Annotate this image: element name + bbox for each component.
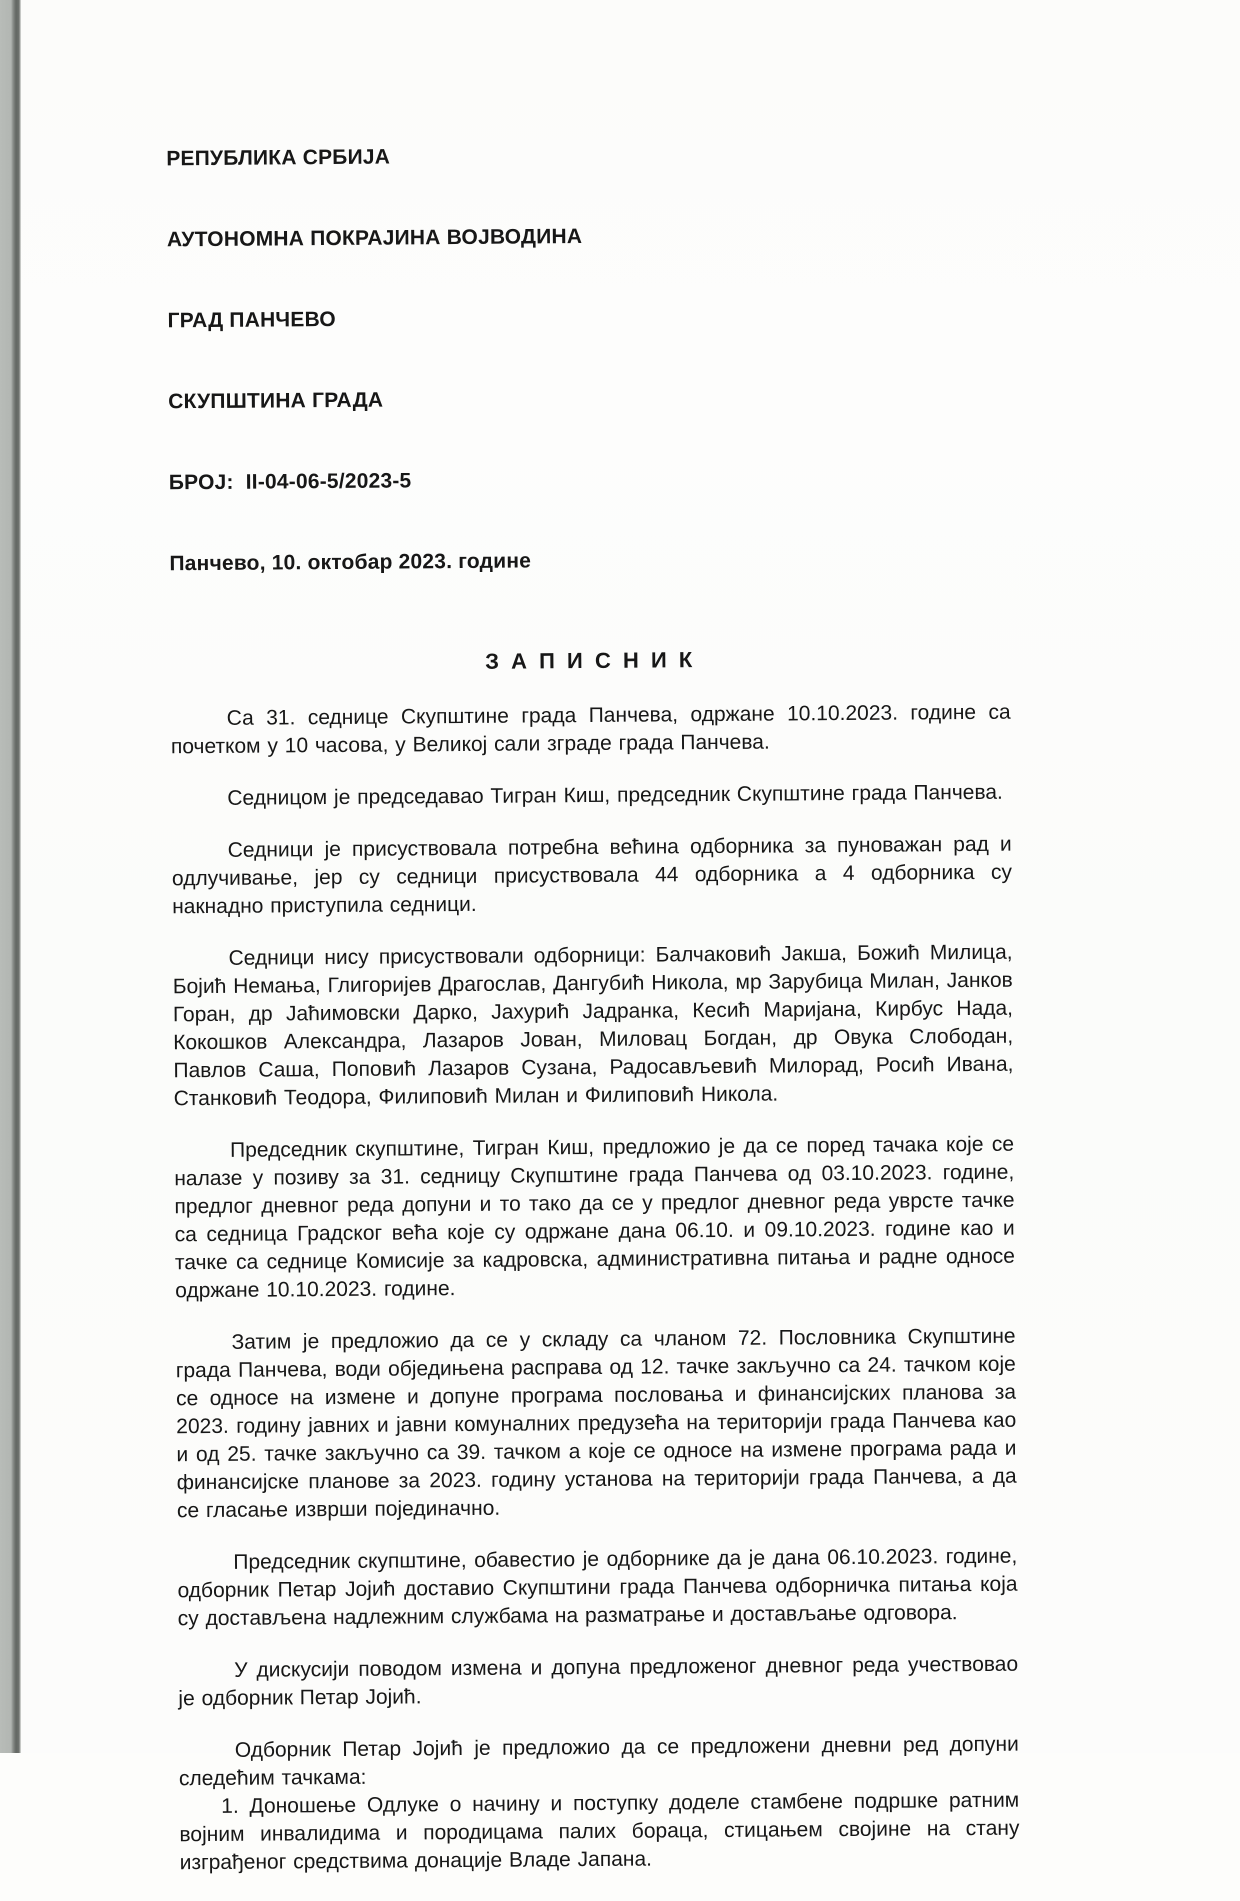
paragraph-absent-councilors: Седници нису присуствовали одборници: Балчаковић Јакша, Божић Милица, Бојић Немања, Глигоријев Драгослав, Дангубић Никола, мр Зарубица Милан, Јанков Горан, др Јаћимовски Дарко, Јахурић Јадранка, Кесић Маријана, Кирбус Нада, Кокошков Александра, Лазаров Јован, Миловац Богдан, др Овука Слободан, Павлов Саша, Поповић Лазаров Сузана, Радосављевић Милорад, Росић Ивана, Станковић Теодора, Филиповић Милан и Филиповић Никола. xyxy=(172,940,1014,1111)
paragraph-chairman: Седницом је председавао Тигран Киш, председник Скупштине града Панчева. xyxy=(227,780,1003,810)
letterhead-line-assembly: СКУПШТИНА ГРАДА xyxy=(168,388,384,414)
letterhead xyxy=(166,85,1010,632)
paragraph-councilor-questions: Председник скупштине, обавестио је одборнике да је дана 06.10.2023. године, одборник Петар Јојић доставио Скупштини града Панчева одборничка питања која су достављена надлежним службама на разматрање и достављање одговора. xyxy=(177,1544,1018,1631)
letterhead-line-province: АУТОНОМНА ПОКРАЈИНА ВОЈВОДИНА xyxy=(166,225,583,252)
paragraph-quorum: Седници је присуствовала потребна већина одборника за пуноважан рад и одлучивање, јер су седници присуствовала 44 одборника а 4 одборника су накнадно приступила седници. xyxy=(171,832,1012,919)
paragraph-agenda-supplement-proposal: Председник скупштине, Тигран Киш, предложио је да се поред тачака које се налазе у позиву за 31. седницу Скупштине града Панчева од 03.10.2023. године, предлог дневног реда допуни и то тако да се у предлог дневног реда уврсте тачке са седница Градског већа које су одржане дана 06.10. и 09.10.2023. године као и тачке са седнице Комисије за кадровска, административна питања и радне односе одржане 10.10.2023. године. xyxy=(174,1132,1016,1303)
letterhead-line-city: ГРАД ПАНЧЕВО xyxy=(167,307,337,333)
letterhead-line-republic: РЕПУБЛИКА СРБИЈА xyxy=(166,145,391,171)
letterhead-line-number: БРОЈ: II-04-06-5/2023-5 xyxy=(168,469,412,495)
document-content xyxy=(166,85,1020,1901)
paragraph-session-intro: Са 31. седнице Скупштине града Панчева, одржане 10.10.2023. године са почетком у 10 часова, у Великој сали зграде града Панчева. xyxy=(170,700,1011,759)
paragraph-jojic-proposal-intro: Одборник Петар Јојић је предложио да се предложени дневни ред допуни следећим тачкама: xyxy=(178,1732,1019,1791)
document-title: З А П И С Н И К xyxy=(485,647,696,674)
paragraph-discussion-participants: У дискусији поводом измена и допуна предложеног дневног реда учествовао је одборник Петар Јојић. xyxy=(178,1652,1019,1711)
letterhead-line-place-date: Панчево, 10. октобар 2023. године xyxy=(169,549,532,576)
document-page xyxy=(21,0,1240,1875)
paragraph-agenda-item-1: 1. Доношење Одлуке о начину и поступку доделе стамбене подршке ратним војним инвалидима и породицама палих бораца, стицањем својине на стану изграђеног средствима донације Владе Јапана. xyxy=(179,1788,1020,1875)
paragraph-joint-debate-proposal: Затим је предложио да се у складу са чланом 72. Пословника Скупштине града Панчева, води обједињена расправа од 12. тачке закључно са 24. тачком које се односе на измене и допуне програма пословања и финансијских планова за 2023. годину јавних и јавни комуналних предузећа на територији града Панчева као и од 25. тачке закључно са 39. тачком а које се односе на измене програма рада и финансијске планове за 2023. годину установа на територији града Панчева, а да се гласање изврши појединачно. xyxy=(175,1324,1017,1523)
